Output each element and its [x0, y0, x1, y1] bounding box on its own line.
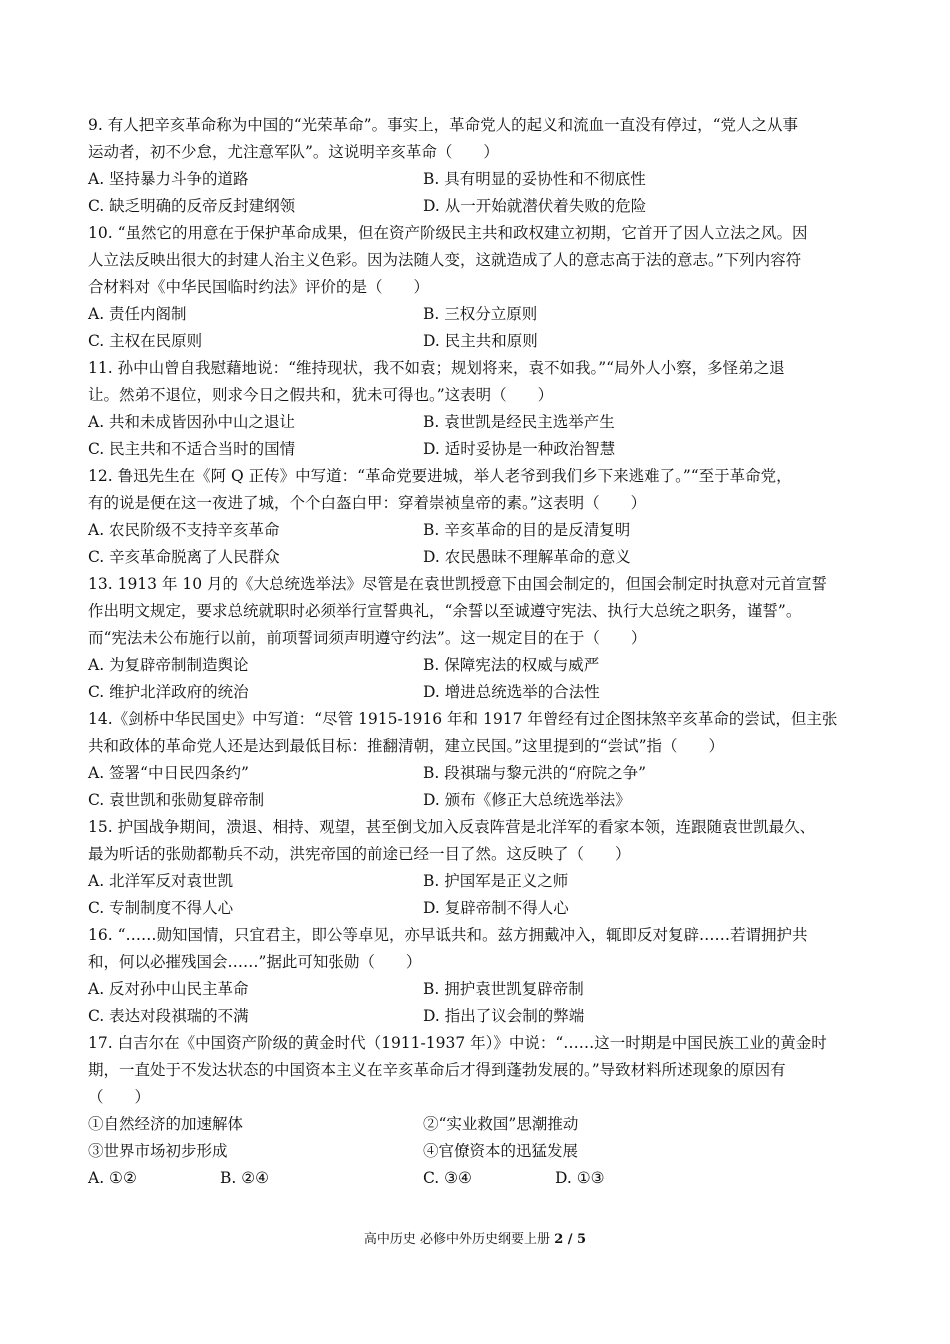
question-stem-line: 而“宪法未公布施行以前，前项誓词须声明遵守约法”。这一规定目的在于（ ） — [88, 629, 647, 647]
question-16 — [88, 922, 868, 1030]
option-c: C. 维护北洋政府的统治 — [88, 683, 249, 701]
question-10 — [88, 220, 868, 355]
footer-title: 高中历史 必修中外历史纲要上册 — [363, 1232, 555, 1247]
question-stem-line: 15. 护国战争期间，溃退、相持、观望，甚至倒戈加入反袁阵营是北洋军的看家本领，连跟随袁世凯最久、 — [88, 818, 816, 836]
option-d: D. 适时妥协是一种政治智慧 — [423, 440, 616, 458]
question-stem-line: 人立法反映出很大的封建人治主义色彩。因为法随人变，这就造成了人的意志高于法的意志。”下列内容符 — [88, 251, 802, 269]
option-d: D. ①③ — [555, 1169, 605, 1187]
option-c: C. 袁世凯和张勋复辟帝制 — [88, 791, 265, 809]
question-stem-line: 期，一直处于不发达状态的中国资本主义在辛亥革命后才得到蓬勃发展的。”导致材料所述现象的原因有 — [88, 1061, 786, 1079]
question-stem-line: 11. 孙中山曾自我慰藉地说：“维持现状，我不如袁；规划将来，袁不如我。”“局外人小察，多怪弟之退 — [88, 359, 785, 377]
option-b: B. 护国军是正义之师 — [423, 872, 569, 890]
statement-3: ③世界市场初步形成 — [88, 1142, 228, 1160]
statement-1: ①自然经济的加速解体 — [88, 1115, 244, 1133]
question-stem-line: 合材料对《中华民国临时约法》评价的是（ ） — [88, 278, 430, 296]
option-b: B. ②④ — [220, 1169, 270, 1187]
question-12 — [88, 463, 868, 571]
option-d: D. 农民愚昧不理解革命的意义 — [423, 548, 631, 566]
option-b: B. 段祺瑞与黎元洪的“府院之争” — [423, 764, 647, 782]
question-stem-line: 作出明文规定，要求总统就职时必须举行宣誓典礼，“余誓以至诚遵守宪法、执行大总统之职务，谨誓”。 — [88, 602, 802, 620]
option-d: D. 从一开始就潜伏着失败的危险 — [423, 197, 647, 215]
option-a: A. 为复辟帝制制造舆论 — [88, 656, 249, 674]
page-footer — [0, 1228, 950, 1247]
statement-4: ④官僚资本的迅猛发展 — [423, 1142, 579, 1160]
option-d: D. 民主共和原则 — [423, 332, 538, 350]
question-stem-line: 9. 有人把辛亥革命称为中国的“光荣革命”。事实上，革命党人的起义和流血一直没有停过，“党人之从事 — [88, 116, 798, 134]
option-d: D. 指出了议会制的弊端 — [423, 1007, 585, 1025]
question-stem-line: 16. “……勋知国情，只宜君主，即公等卓见，亦早诋共和。兹方拥戴冲入，辄即反对复辟……若谓拥护共 — [88, 926, 808, 944]
question-stem-line: 和，何以必摧残国会……”据此可知张勋（ ） — [88, 953, 422, 971]
option-d: D. 复辟帝制不得人心 — [423, 899, 569, 917]
question-9 — [88, 112, 868, 220]
question-stem-line: 有的说是便在这一夜进了城，个个白盔白甲：穿着崇祯皇帝的素。”这表明（ ） — [88, 494, 647, 512]
option-c: C. ③④ — [423, 1169, 472, 1187]
option-a: A. 反对孙中山民主革命 — [88, 980, 249, 998]
question-stem-line: 10. “虽然它的用意在于保护革命成果，但在资产阶级民主共和政权建立初期，它首开了因人立法之风。因 — [88, 224, 808, 242]
question-stem-line: 12. 鲁迅先生在《阿 Q 正传》中写道：“革命党要进城，举人老爷到我们乡下来逃难了。”“至于革命党， — [88, 467, 792, 485]
option-b: B. 三权分立原则 — [423, 305, 538, 323]
question-stem-line: 最为听话的张勋都勒兵不动，洪宪帝国的前途已经一目了然。这反映了（ ） — [88, 845, 631, 863]
option-a: A. 签署“中日民四条约” — [88, 764, 249, 782]
question-stem-line: 17. 白吉尔在《中国资产阶级的黄金时代（1911-1937 年）》中说：“……这一时期是中国民族工业的黄金时 — [88, 1034, 827, 1052]
option-a: A. 农民阶级不支持辛亥革命 — [88, 521, 280, 539]
statement-2: ②“实业救国”思潮推动 — [423, 1115, 579, 1133]
option-c: C. 专制制度不得人心 — [88, 899, 234, 917]
option-a: A. 责任内阁制 — [88, 305, 187, 323]
question-stem-line: 运动者，初不少怠，尤注意军队”。这说明辛亥革命（ ） — [88, 143, 499, 161]
option-b: B. 保障宪法的权威与威严 — [423, 656, 600, 674]
question-stem-line: 14.《剑桥中华民国史》中写道：“尽管 1915-1916 年和 1917 年曾经有过企图抹煞辛亥革命的尝试，但主张 — [88, 710, 838, 728]
question-17 — [88, 1030, 868, 1192]
option-c: C. 辛亥革命脱离了人民群众 — [88, 548, 280, 566]
option-b: B. 拥护袁世凯复辟帝制 — [423, 980, 584, 998]
question-list — [88, 112, 868, 1192]
page-number: 2 / 5 — [554, 1232, 587, 1247]
option-b: B. 具有明显的妥协性和不彻底性 — [423, 170, 646, 188]
question-stem-line: 共和政体的革命党人还是达到最低目标：推翻清朝，建立民国。”这里提到的“尝试”指（ ） — [88, 737, 725, 755]
option-d: D. 颁布《修正大总统选举法》 — [423, 791, 631, 809]
question-stem-line: （ ） — [88, 1088, 151, 1106]
option-a: A. 坚持暴力斗争的道路 — [88, 170, 249, 188]
option-c: C. 缺乏明确的反帝反封建纲领 — [88, 197, 296, 215]
question-13 — [88, 571, 868, 706]
question-14 — [88, 706, 868, 814]
option-a: A. ①② — [88, 1169, 137, 1187]
option-c: C. 民主共和不适合当时的国情 — [88, 440, 296, 458]
question-stem-line: 13. 1913 年 10 月的《大总统选举法》尽管是在袁世凯授意下由国会制定的，但国会制定时执意对元首宣誓 — [88, 575, 828, 593]
option-b: B. 辛亥革命的目的是反清复明 — [423, 521, 631, 539]
option-a: A. 北洋军反对袁世凯 — [88, 872, 234, 890]
question-stem-line: 让。然弟不退位，则求今日之假共和，犹未可得也。”这表明（ ） — [88, 386, 554, 404]
option-a: A. 共和未成皆因孙中山之退让 — [88, 413, 296, 431]
option-b: B. 袁世凯是经民主选举产生 — [423, 413, 615, 431]
question-11 — [88, 355, 868, 463]
option-d: D. 增进总统选举的合法性 — [423, 683, 600, 701]
option-c: C. 主权在民原则 — [88, 332, 203, 350]
question-15 — [88, 814, 868, 922]
option-c: C. 表达对段祺瑞的不满 — [88, 1007, 249, 1025]
